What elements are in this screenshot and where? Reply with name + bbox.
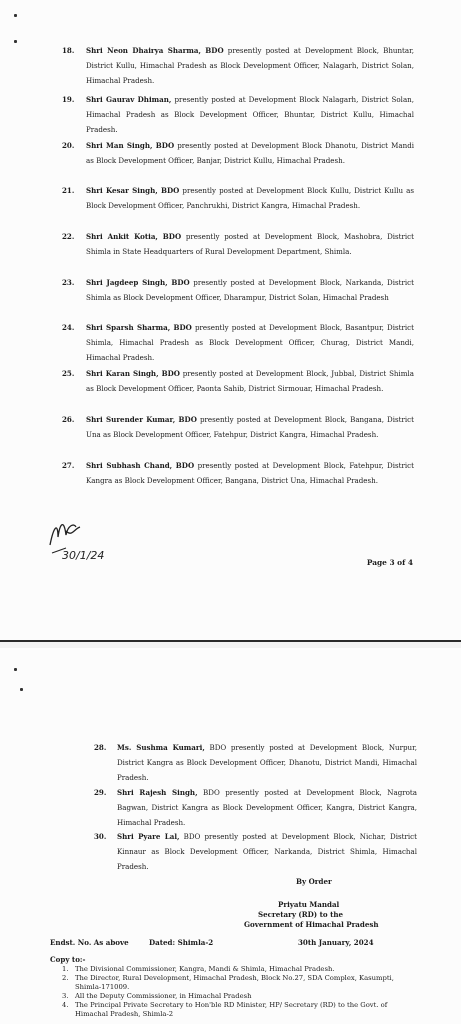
copy-item: 4. The Principal Private Secretary to Hon'ble RD Minister, HP/ Secretary (RD) to the Govt. of Himachal Pradesh, Shimla-2 xyxy=(62,1001,388,1018)
copy-item: 3. All the Deputy Commissioner, in Himachal Pradesh xyxy=(62,992,252,1000)
order-item-21: 21. Shri Kesar Singh, BDO presently posted at Development Block Kullu, District Kullu as Block Development Officer, Panchrukhi, District Kangra, Himachal Pradesh. xyxy=(62,186,414,210)
signatory-government: Government of Himachal Pradesh xyxy=(244,920,379,929)
endorsement-date: 30th January, 2024 xyxy=(298,938,374,947)
copy-item: 2. The Director, Rural Development, Himachal Pradesh, Block No.27, SDA Complex, Kasumpti, Shimla-171009. xyxy=(62,974,394,991)
order-item-20: 20. Shri Man Singh, BDO presently posted at Development Block Dhanotu, District Mandi as Block Development Officer, Banjar, District Kullu, Himachal Pradesh. xyxy=(62,141,414,165)
order-item-19: 19. Shri Gaurav Dhiman, presently posted at Development Block Nalagarh, District Solan, Himachal Pradesh as Block Development Officer, Bhuntar, District Kullu, Himachal Pradesh. xyxy=(62,95,414,134)
copy-to-heading: Copy to:- xyxy=(50,955,86,964)
scan-mark xyxy=(14,14,17,17)
copy-item: 1. The Divisional Commissioner, Kangra, Mandi & Shimla, Himachal Pradesh. xyxy=(62,965,335,973)
order-item-18: 18. Shri Neon Dhairya Sharma, BDO presently posted at Development Block, Bhuntar, District Kullu, Himachal Pradesh as Block Development Officer, Nalagarh, District Solan, Himachal Pradesh. xyxy=(62,46,414,85)
signatory-name: Priyatu Mandal xyxy=(278,900,340,909)
by-order: By Order xyxy=(296,877,332,886)
page-number: Page 3 of 4 xyxy=(366,558,413,567)
signature-scribble-icon xyxy=(44,515,114,563)
order-item-30: 30. Shri Pyare Lal, BDO presently posted at Development Block, Nichar, District Kinnaur as Block Development Officer, Narkanda, District Shimla, Himachal Pradesh. xyxy=(94,832,417,871)
order-item-22: 22. Shri Ankit Kotia, BDO presently posted at Development Block, Mashobra, District Shimla in State Headquarters of Rural Development Department, Shimla. xyxy=(62,232,414,256)
endorsement-place: Dated: Shimla-2 xyxy=(149,938,214,947)
order-item-23: 23. Shri Jagdeep Singh, BDO presently posted at Development Block, Narkanda, District Shimla as Block Development Officer, Dharampur, District Solan, Himachal Pradesh xyxy=(62,278,414,302)
endorsement-number: Endst. No. As above xyxy=(50,938,129,947)
signatory-title: Secretary (RD) to the xyxy=(258,910,344,919)
scan-mark xyxy=(20,688,23,691)
order-item-29: 29. Shri Rajesh Singh, BDO presently posted at Development Block, Nagrota Bagwan, District Kangra as Block Development Officer, Kangra, District Kangra, Himachal Pradesh. xyxy=(94,788,417,827)
scan-mark xyxy=(14,668,17,671)
order-item-27: 27. Shri Subhash Chand, BDO presently posted at Development Block, Fatehpur, District Kangra as Block Development Officer, Bangana, District Una, Himachal Pradesh. xyxy=(62,461,414,485)
scan-mark xyxy=(14,40,17,43)
order-item-28: 28. Ms. Sushma Kumari, BDO presently posted at Development Block, Nurpur, District Kangra as Block Development Officer, Dhanotu, District Mandi, Himachal Pradesh. xyxy=(94,743,417,782)
order-item-24: 24. Shri Sparsh Sharma, BDO presently posted at Development Block, Basantpur, District Shimla, Himachal Pradesh as Block Development Officer, Churag, District Mandi, Himachal Pradesh. xyxy=(62,323,414,362)
copy-list xyxy=(62,965,422,1019)
order-item-25: 25. Shri Karan Singh, BDO presently posted at Development Block, Jubbal, District Shimla as Block Development Officer, Paonta Sahib, District Sirmouar, Himachal Pradesh. xyxy=(62,369,414,393)
order-item-26: 26. Shri Surender Kumar, BDO presently posted at Development Block, Bangana, District Una as Block Development Officer, Fatehpur, District Kangra, Himachal Pradesh. xyxy=(62,415,414,439)
svg-text:30/1/24: 30/1/24 xyxy=(62,549,105,562)
handwritten-signature xyxy=(44,515,114,563)
